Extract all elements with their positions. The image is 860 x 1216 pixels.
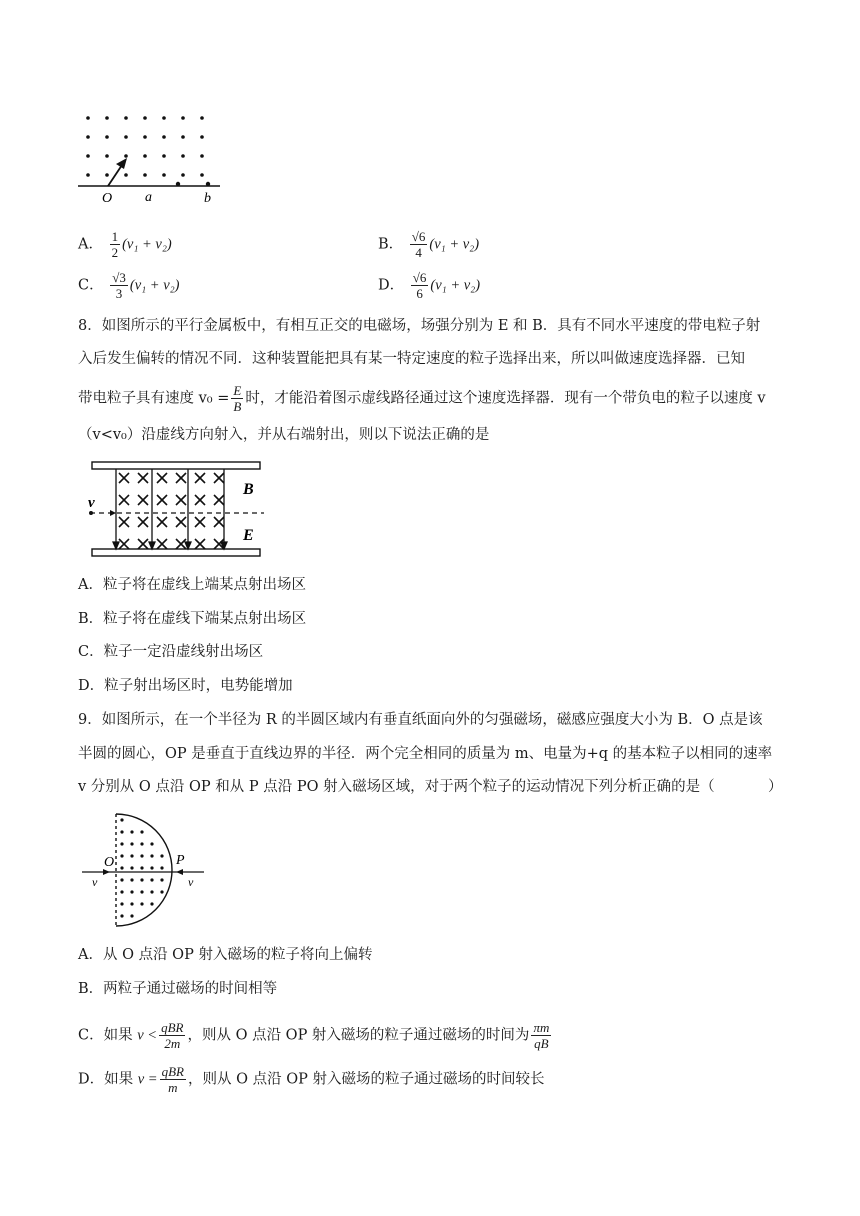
q9-stem-line-2: 半圆的圆心，OP 是垂直于直线边界的半径．两个完全相同的质量为 m、电量为+q 的基本粒子以相同的速率 [78,746,773,762]
field-dot [162,116,166,120]
q7-magnetic-field-dots [86,116,204,177]
q8-magnetic-field-crosses [119,473,224,549]
field-dot [200,173,204,177]
q8-stem-line-2: 入后发生偏转的情况不同．这种装置能把具有某一特定速度的粒子选择出来，所以叫做速度选择器．已知 [78,351,745,367]
field-dot [130,830,133,833]
q9-option-c-time-fraction: $\frac{\pi m}{qB}$ [533,1020,550,1051]
field-dot [130,842,133,845]
field-dot [140,878,143,881]
q8-label-v: v [88,495,95,511]
q8-figure [86,458,266,562]
field-dot [120,830,123,833]
field-dot [120,818,123,821]
q7-label-a: a [145,190,152,205]
field-dot [160,854,163,857]
q8-stem-line-3: 带电粒子具有速度 v₀ = $\frac{E}{B}$ 时，才能沿着图示虚线路径通过这个速度选择器．现有一个带负电的粒子以速度 v [78,383,766,414]
q8-electric-field-lines [113,469,227,549]
field-dot [120,890,123,893]
q8-option-a[interactable]: A．粒子将在虚线上端某点射出场区 [78,577,306,593]
q9-right-arrow-head [176,869,183,875]
q8-label-b: B [243,481,254,498]
q9-label-p: P [176,853,185,868]
q9-option-b[interactable]: B．两粒子通过磁场的时间相等 [78,981,278,997]
q8-option-c[interactable]: C．粒子一定沿虚线射出场区 [78,644,264,660]
field-dot [140,866,143,869]
q7-option-b-fraction: $\frac{√6}{4}$ [411,229,426,260]
q9-option-c[interactable]: C．如果 v < $\frac{\text{qBR}}{2m}$ ，则从 O 点沿 OP 射入磁场的粒子通过磁场的时间为 $\frac{\pi m}{qB}$ [78,1020,550,1051]
q9-label-o: O [104,855,115,870]
field-dot [105,173,109,177]
field-dot [120,866,123,869]
q9-option-d[interactable]: D．如果 v = $\frac{\text{qBR}}{m}$ ，则从 O 点沿 OP 射入磁场的粒子通过磁场的时间较长 [78,1064,545,1095]
field-dot [150,842,153,845]
field-dot [143,154,147,158]
field-dot [130,866,133,869]
field-dot [150,902,153,905]
field-dot [143,173,147,177]
field-dot [150,854,153,857]
q8-v0-fraction: $\frac{E}{B}$ [233,383,242,414]
q8-bottom-plate [92,549,260,556]
q9-label-v-left: v [92,875,98,889]
field-dot [200,154,204,158]
q8-top-plate [92,462,260,469]
field-dot [200,135,204,139]
field-dot [181,135,185,139]
field-line-arrow [113,542,119,549]
field-dot [150,878,153,881]
q7-option-a[interactable]: A． $\frac{1}{2}$ (v₁ + v₂) [78,229,172,260]
field-dot [120,902,123,905]
field-dot [130,854,133,857]
q7-label-b: b [204,191,211,206]
q7-option-c-fraction: $\frac{√3}{3}$ [112,270,126,301]
field-dot [162,135,166,139]
q7-option-a-fraction: $\frac{1}{2}$ [111,229,119,260]
q8-stem-line-1: 8．如图所示的平行金属板中，有相互正交的电磁场，场强分别为 E 和 B．具有不同水平速度的带电粒子射 [78,318,761,334]
field-dot [105,154,109,158]
field-dot [181,173,185,177]
q9-stem-line-3: v 分别从 O 点沿 OP 和从 P 点沿 PO 射入磁场区域，对于两个粒子的运动情况下列分析正确的是（ [78,779,715,795]
field-dot [143,116,147,120]
q7-option-c[interactable]: C． $\frac{√3}{3}$ (v₁ + v₂) [78,270,180,301]
field-dot [130,878,133,881]
q9-figure [80,812,210,932]
q8-label-e: E [243,527,254,544]
field-dot [181,116,185,120]
field-dot [124,116,128,120]
field-dot [86,116,90,120]
field-dot [150,866,153,869]
q7-option-b[interactable]: B． $\frac{√6}{4}$ (v₁ + v₂) [378,229,480,260]
q9-stem-line-1: 9．如图所示，在一个半径为 R 的半圆区域内有垂直纸面向外的匀强磁场，磁感应强度大小为 B．O 点是该 [78,712,763,728]
field-dot [105,116,109,120]
field-dot [86,154,90,158]
field-dot [140,890,143,893]
field-dot [162,173,166,177]
field-dot [86,135,90,139]
field-dot [140,902,143,905]
q9-option-a[interactable]: A．从 O 点沿 OP 射入磁场的粒子将向上偏转 [78,947,373,963]
q9-label-v-right: v [188,875,194,889]
field-dot [120,878,123,881]
field-dot [86,173,90,177]
field-dot [140,842,143,845]
q8-option-d[interactable]: D．粒子射出场区时，电势能增加 [78,678,293,694]
q9-magnetic-field-dots [120,818,163,917]
field-dot [160,866,163,869]
field-dot [124,173,128,177]
field-dot [130,902,133,905]
field-dot [162,154,166,158]
q7-arrow-head [116,158,127,169]
q9-option-c-speed-fraction: $\frac{\text{qBR}}{2m}$ [161,1020,184,1051]
q7-label-o: O [102,191,113,206]
q9-option-d-speed-fraction: $\frac{\text{qBR}}{m}$ [161,1064,184,1095]
field-dot [160,878,163,881]
field-dot [120,854,123,857]
field-dot [130,890,133,893]
field-dot [140,830,143,833]
field-dot [160,890,163,893]
field-dot [105,135,109,139]
q8-option-b[interactable]: B．粒子将在虚线下端某点射出场区 [78,611,307,627]
q7-option-d[interactable]: D． $\frac{√6}{6}$ (v₁ + v₂) [378,270,481,301]
q7-option-d-fraction: $\frac{√6}{6}$ [412,270,427,301]
field-dot [181,154,185,158]
field-dot [140,854,143,857]
q9-stem-line-3-close-paren: ） [768,779,783,795]
field-line-arrow [149,542,155,549]
field-dot [124,135,128,139]
q9-semicircle-boundary [116,814,172,926]
field-dot [120,842,123,845]
field-dot [130,914,133,917]
field-dot [143,135,147,139]
field-dot [150,890,153,893]
field-dot [200,116,204,120]
field-dot [124,154,128,158]
q8-stem-line-4: （v<v₀）沿虚线方向射入，并从右端射出，则以下说法正确的是 [78,427,490,443]
field-dot [120,914,123,917]
q7-figure [78,110,228,206]
